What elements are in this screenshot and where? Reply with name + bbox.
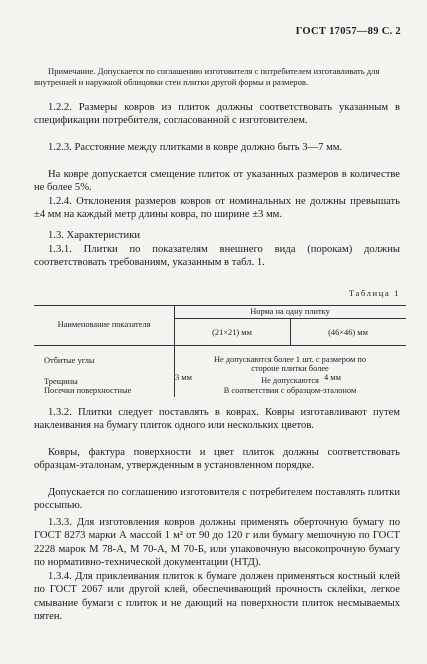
row-norm-chipped-2: стороне плитки более <box>251 364 329 373</box>
paragraph-1-3-4: 1.3.4. Для приклеивания плиток к бумаге должен применяться костный клей по ГОСТ 2067 или другой клей, обеспечивающий прочность склейки, легкое смывание бумаги с плиток и не дающий на поверхности плиток несмываемых пятен. <box>34 571 400 623</box>
paragraph-loose: Допускается по соглашению изготовителя с потребителем поставлять плитки россыпью. <box>34 487 400 512</box>
page-header: ГОСТ 17057—89 С. 2 <box>295 26 401 37</box>
paragraph-1-2-2: 1.2.2. Размеры ковров из плиток должны соответствовать указанным в спецификации потребителя, согласованной с изготовителем. <box>34 102 400 127</box>
row-norm-scratches: В соответствии с образцом-эталоном <box>223 386 357 395</box>
paragraph-shift: На ковре допускается смещение плиток от указанных размеров в количестве не более 5%. <box>34 169 400 194</box>
table-1 <box>34 305 406 397</box>
row-name-chipped: Отбитые углы <box>44 356 95 365</box>
row-norm-chipped-b: 4 мм <box>324 373 341 382</box>
paragraph-1-2-3: 1.2.3. Расстояние между плитками в ковре должно быть 3—7 мм. <box>48 142 343 153</box>
column-header-norm: Норма на одну плитку <box>250 307 330 316</box>
row-norm-cracks: Не допускаются <box>261 376 319 385</box>
column-header-46: (46×46) мм <box>328 328 368 337</box>
table-caption: Таблица 1 <box>348 288 400 298</box>
row-norm-chipped-a: 3 мм <box>175 373 192 382</box>
column-header-name: Наименование показателя <box>57 320 151 329</box>
paragraph-carpets: Ковры, фактура поверхности и цвет плиток должны соответствовать образцам-эталонам, утвержденным в установленном порядке. <box>34 447 400 472</box>
note: Примечание. Допускается по соглашению изготовителя с потребителем изготавливать для внутренней и наружной облицовки стен плитки другой формы и размеров. <box>34 66 380 88</box>
paragraph-1-3-3: 1.3.3. Для изготовления ковров должны применять оберточную бумагу по ГОСТ 8273 марки А массой 1 м² от 90 до 120 г или бумагу мешочную по ГОСТ 2228 марок М 78-А, М 70-А, М 70-Б, или упаковочную высокопрочную бумагу по нормативно-технической документации (НТД). <box>34 517 400 569</box>
row-name-scratches: Посечки поверхностные <box>44 386 132 395</box>
heading-1-3: 1.3. Характеристики <box>48 230 141 241</box>
paragraph-1-3-2: 1.3.2. Плитки следует поставлять в коврах. Ковры изготавливают путем наклеивания на бумагу плиток одного или нескольких цветов. <box>34 407 400 432</box>
row-name-cracks: Трещины <box>44 377 78 386</box>
paragraph-1-3-1: 1.3.1. Плитки по показателям внешнего вида (порокам) должны соответствовать требованиям, указанным в табл. 1. <box>34 244 400 269</box>
column-header-21: (21×21) мм <box>212 328 252 337</box>
row-norm-chipped-1: Не допускаются более 1 шт. с размером по <box>213 355 367 364</box>
paragraph-1-2-4: 1.2.4. Отклонения размеров ковров от номинальных не должны превышать ±4 мм на каждый метр длины ковра, по ширине ±3 мм. <box>34 196 400 221</box>
